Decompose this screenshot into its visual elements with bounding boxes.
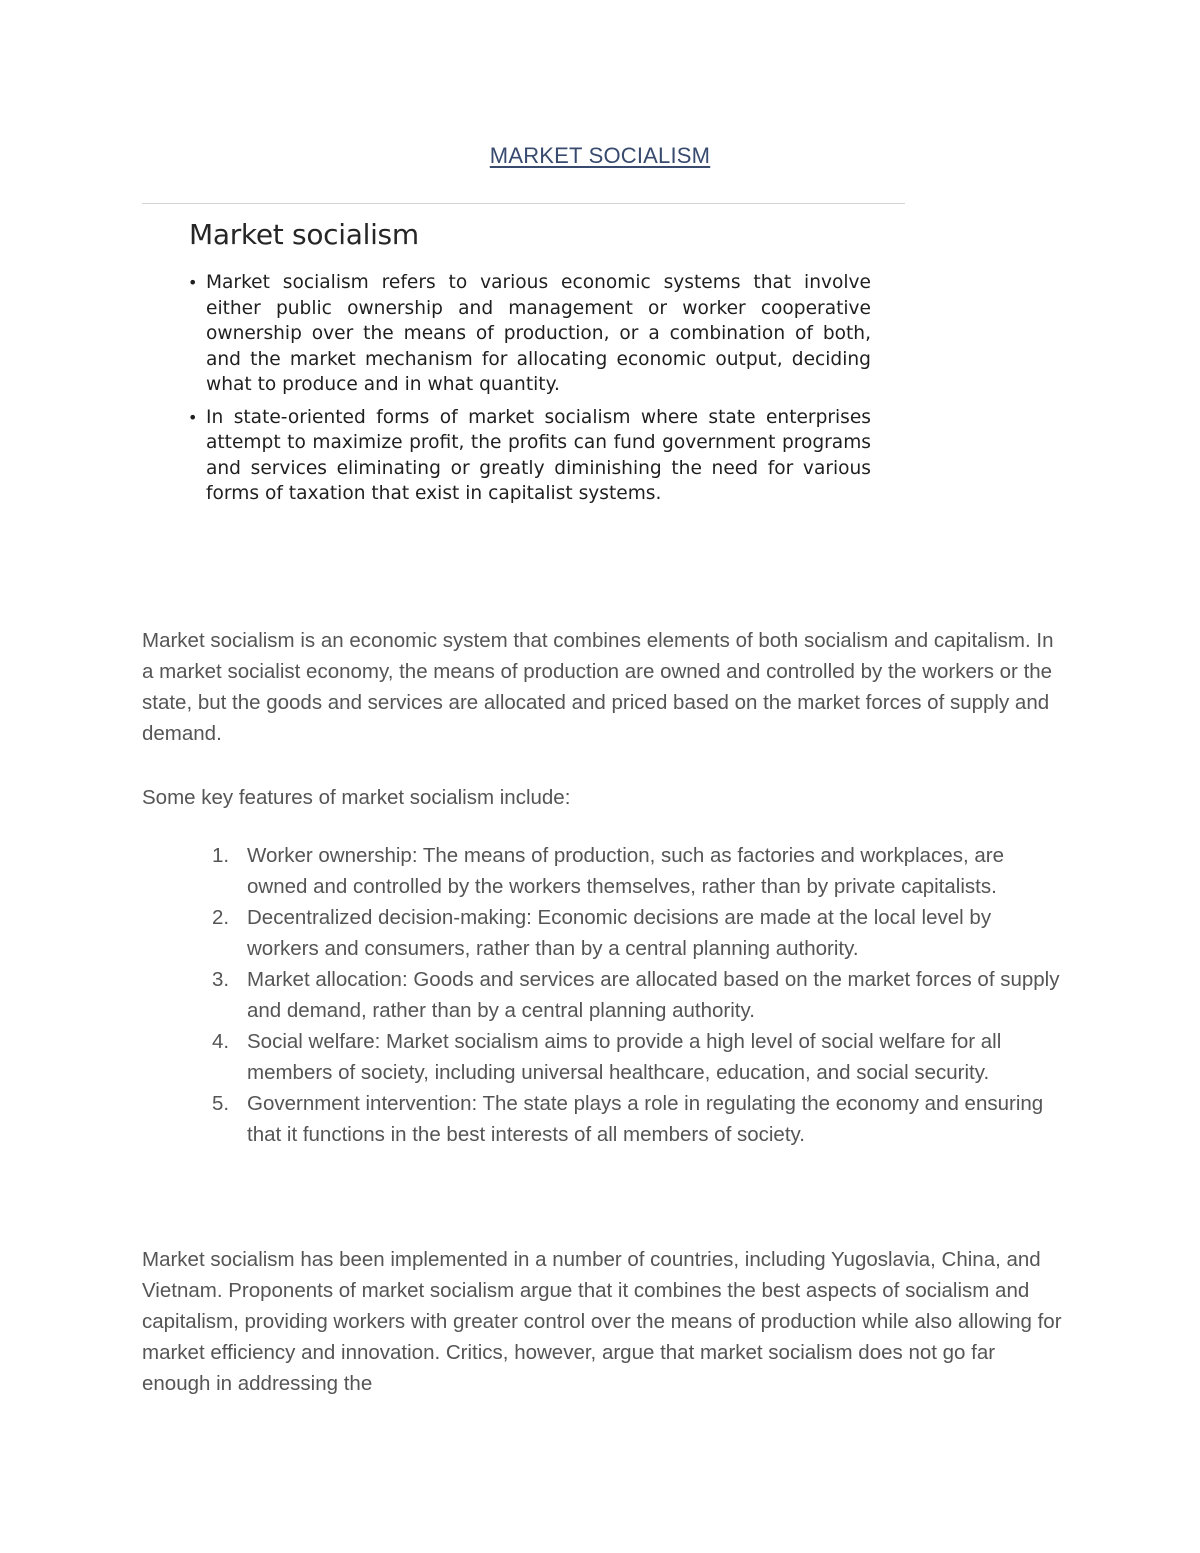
list-item-text: Market allocation: Goods and services are allocated based on the market forces of supply and demand, rather than by a central planning authority.: [247, 968, 1060, 1022]
slide-bullet-item: [186, 405, 871, 507]
bullet-icon: •: [188, 273, 198, 292]
slide-bullet-text: In state-oriented forms of market socialism where state enterprises attempt to maximize profit, the profits can fund government programs and services eliminating or greatly diminishing the need for various forms of taxation that exist in capitalist systems.: [206, 406, 871, 504]
features-lead-paragraph: Some key features of market socialism include:: [142, 786, 571, 809]
list-item-text: Worker ownership: The means of production, such as factories and workplaces, are owned and controlled by the workers themselves, rather than by private capitalists.: [247, 844, 1004, 898]
list-item: [142, 1088, 1067, 1150]
list-item: [142, 1026, 1067, 1088]
slide-bullet-text: Market socialism refers to various economic systems that involve either public ownership and management or worker cooperative ownership over the means of production, or a combination of both, and the market mechanism for allocating economic output, deciding what to produce and in what quantity.: [206, 272, 871, 395]
list-number: 5.: [212, 1092, 230, 1115]
list-item: [142, 840, 1067, 902]
bullet-icon: •: [188, 407, 198, 427]
list-number: 3.: [212, 968, 230, 991]
closing-paragraph: Market socialism has been implemented in a number of countries, including Yugoslavia, China, and Vietnam. Proponents of market socialism argue that it combines the best aspects of socialism and capitalism, providing workers with greater control over the means of production while also allowing for market efficiency and innovation. Critics, however, argue that market socialism does not go far enough in addressing the: [142, 1248, 1062, 1395]
intro-paragraph: Market socialism is an economic system that combines elements of both socialism and capitalism. In a market socialist economy, the means of production are owned and controlled by the workers or the state, but the goods and services are allocated and priced based on the market forces of supply and demand.: [142, 629, 1054, 745]
slide-bullet-item: [186, 270, 871, 398]
slide-bullet-list: [186, 270, 871, 514]
embedded-slide-image: [142, 203, 905, 514]
list-item-text: Government intervention: The state plays a role in regulating the economy and ensuring that it functions in the best interests of all members of society.: [247, 1092, 1044, 1146]
list-number: 1.: [212, 844, 230, 867]
page-title: MARKET SOCIALISM: [489, 143, 711, 168]
slide-heading: Market socialism: [189, 218, 419, 251]
list-item: [142, 964, 1067, 1026]
list-item-text: Decentralized decision-making: Economic decisions are made at the local level by workers and consumers, rather than by a central planning authority.: [247, 906, 992, 960]
features-list: [142, 840, 1067, 1150]
list-number: 2.: [212, 906, 230, 929]
list-item: [142, 902, 1067, 964]
list-number: 4.: [212, 1030, 230, 1053]
list-item-text: Social welfare: Market socialism aims to provide a high level of social welfare for all members of society, including universal healthcare, education, and social security.: [247, 1030, 1002, 1084]
